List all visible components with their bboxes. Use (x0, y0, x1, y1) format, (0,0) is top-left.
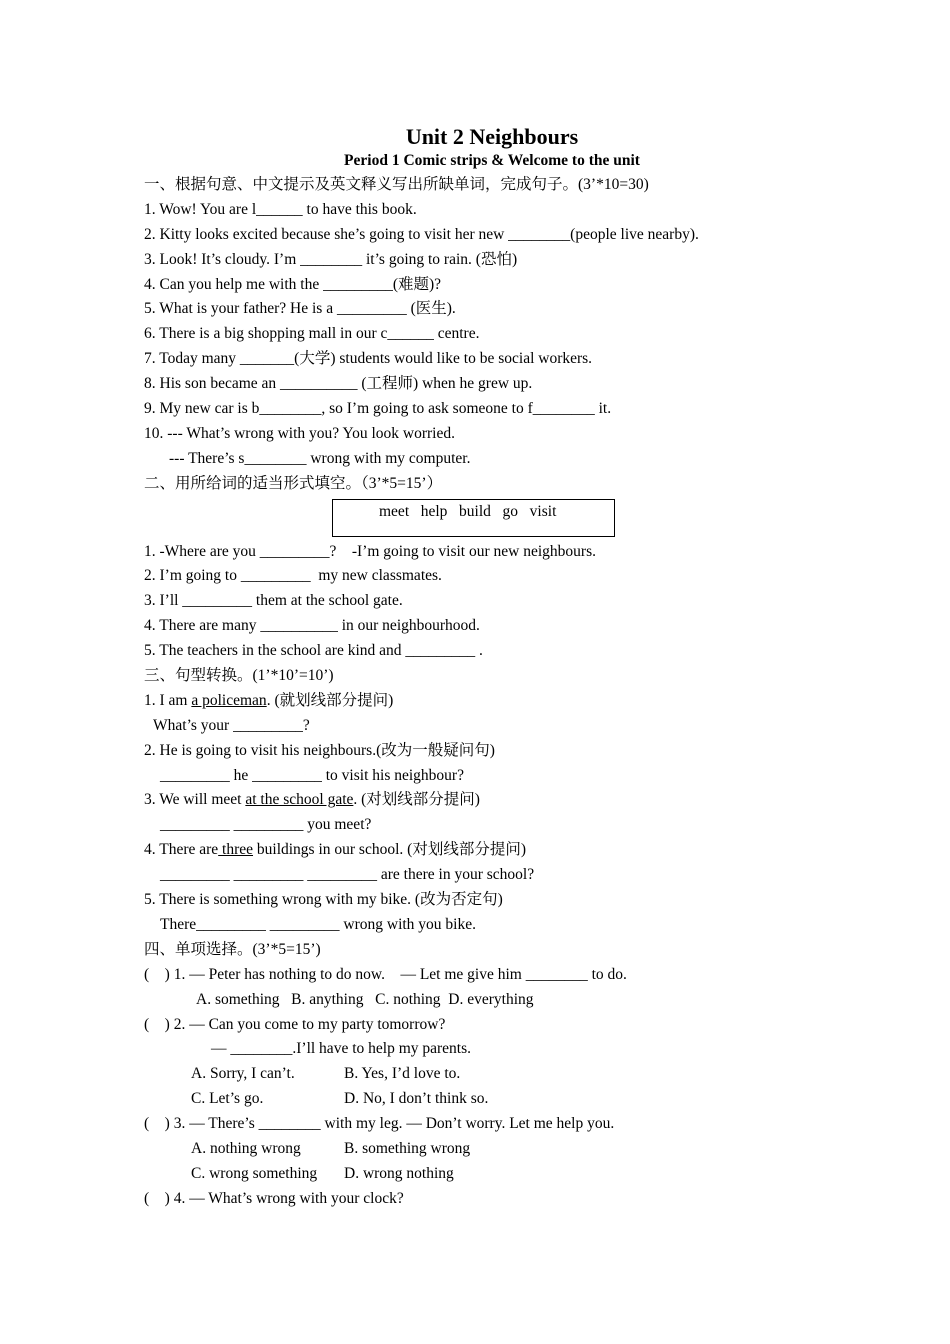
s3-q4-pre: 4. There are (144, 841, 219, 859)
s4-q2-option-c: C. Let’s go. (191, 1090, 264, 1108)
s1-question-5: 5. What is your father? He is a _________ (医生). (144, 300, 456, 318)
s3-q3-pre: 3. We will meet (144, 791, 246, 809)
s4-q3-options-cd (144, 1162, 904, 1187)
s4-q2-option-a: A. Sorry, I can’t. (191, 1065, 295, 1083)
s2-question-5: 5. The teachers in the school are kind and _________ . (144, 642, 483, 660)
s3-q1-pre: 1. I am (144, 691, 192, 709)
worksheet-body (144, 173, 904, 1212)
s3-q4-underlined: three (218, 841, 254, 859)
s3-answer-3: _________ _________ you meet? (160, 816, 372, 834)
s3-q1-post: . (就划线部分提问) (266, 691, 394, 709)
s1-question-10: 10. --- What’s wrong with you? You look worried. (144, 424, 455, 442)
s4-q2-options-ab (144, 1062, 904, 1087)
s4-question-3: ( ) 3. — There’s ________ with my leg. — Don’t worry. Let me help you. (144, 1115, 615, 1133)
section-1-heading: 一、根据句意、中文提示及英文释义写出所缺单词，完成句子。(3’*10=30) (144, 176, 649, 193)
s4-question-4: ( ) 4. — What’s wrong with your clock? (144, 1189, 404, 1207)
s4-q3-options-ab (144, 1137, 904, 1162)
s1-question-2: 2. Kitty looks excited because she’s going to visit her new ________(people live nearby). (144, 225, 699, 243)
s4-q2-reply: — ________.I’ll have to help my parents. (211, 1040, 472, 1058)
s2-question-1: 1. -Where are you _________? -I’m going to visit our new neighbours. (144, 542, 596, 560)
s3-question-5: 5. There is something wrong with my bike. (改为否定句) (144, 891, 503, 909)
s3-question-4 (144, 838, 904, 863)
s4-q1-options: A. something B. anything C. nothing D. everything (196, 990, 534, 1008)
s2-question-3: 3. I’ll _________ them at the school gate. (144, 592, 403, 610)
s1-question-7: 7. Today many _______(大学) students would like to be social workers. (144, 350, 593, 368)
word-box-row (144, 497, 904, 540)
s4-q3-option-b: B. something wrong (344, 1139, 471, 1157)
section-2-heading: 二、用所给词的适当形式填空。（3’*5=15’） (144, 474, 443, 492)
section-4-heading: 四、单项选择。(3’*5=15’) (144, 940, 321, 958)
word-box (332, 499, 615, 537)
s4-q2-option-b: B. Yes, I’d love to. (344, 1065, 461, 1083)
s4-q3-option-c: C. wrong something (191, 1164, 318, 1182)
s4-q2-option-d: D. No, I don’t think so. (344, 1090, 489, 1108)
s3-answer-4: _________ _________ _________ are there in your school? (160, 866, 535, 884)
page-title: Unit 2 Neighbours (405, 124, 579, 149)
s3-answer-5: There_________ _________ wrong with you bike. (160, 915, 476, 933)
s1-question-8: 8. His son became an __________ (工程师) when he grew up. (144, 375, 533, 393)
s4-q2-options-cd (144, 1087, 904, 1112)
s4-question-1: ( ) 1. — Peter has nothing to do now. — Let me give him ________ to do. (144, 965, 627, 983)
s3-question-1 (144, 689, 904, 714)
s3-q3-underlined: at the school gate (245, 791, 354, 809)
s4-q3-option-d: D. wrong nothing (344, 1164, 454, 1182)
s1-question-1: 1. Wow! You are l______ to have this book. (144, 200, 417, 218)
s1-question-3: 3. Look! It’s cloudy. I’m ________ it’s going to rain. (恐怕) (144, 250, 518, 268)
s3-q1-underlined: a policeman (191, 691, 267, 709)
s1-question-9: 9. My new car is b________, so I’m going to ask someone to f________ it. (144, 400, 612, 418)
s3-q3-post: . (对划线部分提问) (353, 791, 480, 809)
s3-answer-2: _________ he _________ to visit his neighbour? (160, 766, 464, 784)
word-box-words: meet help build go visit (379, 502, 557, 520)
s1-question-4: 4. Can you help me with the _________(难题)? (144, 275, 442, 293)
s3-question-2: 2. He is going to visit his neighbours.(改为一般疑问句) (144, 741, 495, 759)
s3-question-3 (144, 788, 904, 813)
s1-question-10-reply: --- There’s s________ wrong with my computer. (169, 449, 471, 467)
page-subtitle: Period 1 Comic strips & Welcome to the unit (344, 152, 640, 169)
section-3-heading: 三、句型转换。(1’*10’=10’) (144, 667, 334, 685)
s2-question-2: 2. I’m going to _________ my new classmates. (144, 567, 442, 585)
s2-question-4: 4. There are many __________ in our neighbourhood. (144, 617, 480, 635)
s3-q4-post: buildings in our school. (对划线部分提问) (253, 841, 526, 859)
s4-q3-option-a: A. nothing wrong (191, 1139, 301, 1157)
s4-question-2: ( ) 2. — Can you come to my party tomorrow? (144, 1015, 446, 1033)
s1-question-6: 6. There is a big shopping mall in our c______ centre. (144, 325, 480, 343)
s3-answer-1: What’s your _________? (153, 716, 310, 734)
